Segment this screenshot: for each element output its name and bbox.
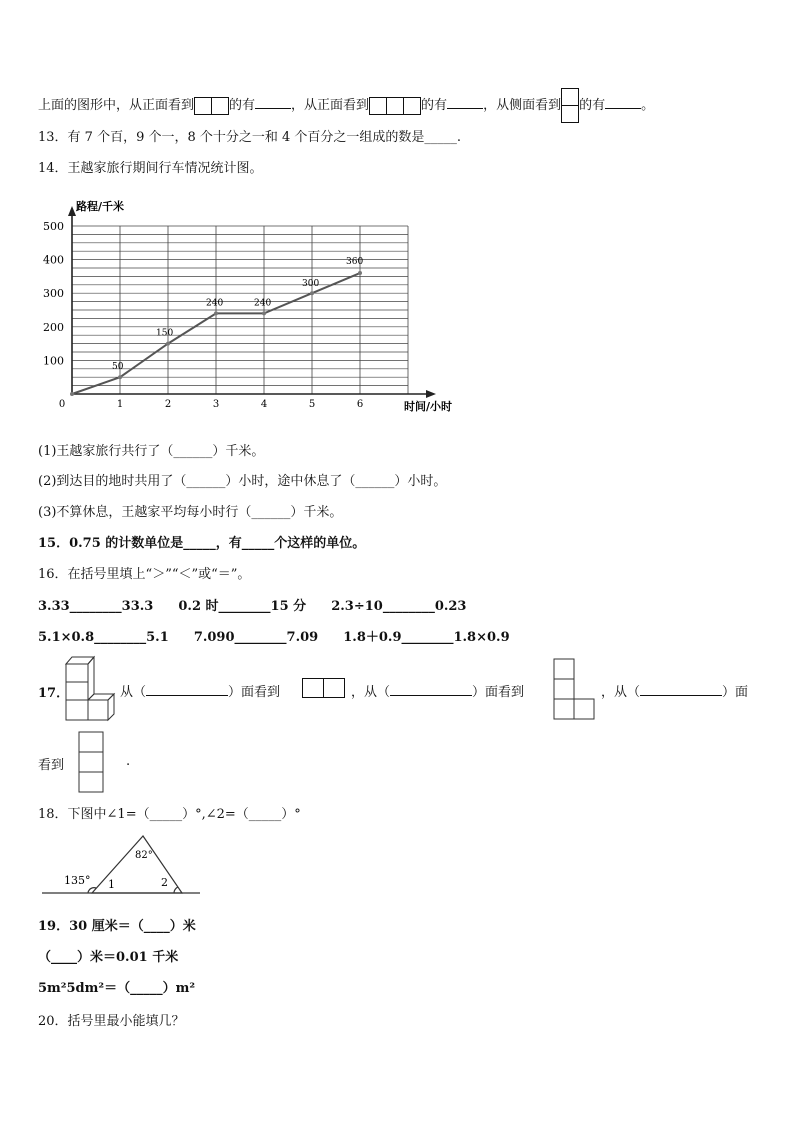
angle-1-label: 1 <box>108 878 115 891</box>
angle-exterior-label: 135° <box>64 874 91 887</box>
front-view-two-squares <box>194 97 229 115</box>
compare-row-1 <box>38 595 466 614</box>
data-point <box>358 271 362 275</box>
data-label: 150 <box>156 328 174 339</box>
compare-item: 5.1×0.8________5.1 <box>38 630 169 645</box>
triangle-angle-figure <box>40 830 200 898</box>
y-tick-label: 400 <box>43 253 64 267</box>
data-point <box>70 392 74 396</box>
angle-2-label: 2 <box>161 876 168 889</box>
x-tick-label: 6 <box>356 399 364 410</box>
x-axis-label: 时间/小时 <box>404 400 453 413</box>
x-tick-label: 3 <box>212 399 220 410</box>
view-vertical-three-squares <box>78 731 106 795</box>
y-tick-label: 300 <box>43 287 64 301</box>
q17-see2-text: 看到 <box>38 758 65 773</box>
y-tick-label: 500 <box>43 220 64 233</box>
q17-from-text: ，从（ <box>601 685 641 700</box>
x-tick-label: 2 <box>164 399 172 410</box>
compare-item: 3.33________33.3 <box>38 599 154 614</box>
data-point <box>310 291 314 295</box>
x-tick-label: 0 <box>58 399 66 410</box>
data-label: 50 <box>112 362 124 373</box>
view-l-shape-squares <box>553 658 597 720</box>
y-tick-label: 200 <box>43 320 64 334</box>
x-axis-arrow <box>426 390 436 398</box>
views-text-6: 的有 <box>579 98 606 113</box>
stacked-cubes-figure <box>64 654 116 724</box>
question-14: 14．王越家旅行期间行车情况统计图。 <box>38 161 263 176</box>
angle-top-label: 82° <box>135 850 153 861</box>
q17-see-text: ）面看到 <box>228 685 281 700</box>
x-tick-label: 1 <box>116 399 124 410</box>
compare-item: 1.8＋0.9________1.8×0.9 <box>343 630 510 645</box>
front-view-three-squares <box>369 97 421 115</box>
answer-blank[interactable] <box>255 96 291 109</box>
question-19-3: 5m²5dm²＝（_____）m² <box>38 981 196 996</box>
y-axis-label: 路程/千米 <box>76 200 125 213</box>
question-14-1: (1)王越家旅行共行了（______）千米。 <box>38 444 265 459</box>
views-text-4: 的有 <box>421 98 448 113</box>
question-17-part1 <box>120 681 280 700</box>
x-tick-label: 5 <box>308 399 316 410</box>
views-question-line <box>38 88 654 123</box>
data-point <box>262 311 266 315</box>
data-point <box>118 375 122 379</box>
question-17-part2 <box>351 681 524 700</box>
question-15: 15．0.75 的计数单位是_____，有_____个这样的单位。 <box>38 536 366 551</box>
data-label: 360 <box>346 257 364 268</box>
compare-item: 0.2 时________15 分 <box>178 599 307 614</box>
answer-blank[interactable] <box>390 683 472 696</box>
chart-ticks <box>43 220 363 410</box>
side-view-two-squares <box>561 88 579 123</box>
views-text-1: 上面的图形中，从正面看到 <box>38 98 195 113</box>
views-text-2: 的有 <box>229 98 256 113</box>
question-19-1: 19．30 厘米＝（____）米 <box>38 919 196 934</box>
answer-blank[interactable] <box>146 683 228 696</box>
views-text-7: 。 <box>641 98 655 113</box>
compare-item: 7.090________7.09 <box>193 630 319 645</box>
compare-item: 2.3÷10________0.23 <box>331 599 467 614</box>
question-18: 18．下图中∠1=（_____）°,∠2=（_____）° <box>38 807 301 822</box>
data-label: 240 <box>206 298 224 309</box>
q17-period: . <box>126 754 131 769</box>
view-two-horizontal-squares <box>302 678 345 698</box>
data-point <box>166 342 170 346</box>
question-17-part3 <box>601 681 748 700</box>
q17-see-text: ）面看到 <box>472 685 525 700</box>
q17-from-text: 从（ <box>120 685 147 700</box>
q17-close-text: ）面 <box>722 685 749 700</box>
travel-distance-line-chart <box>30 196 470 416</box>
answer-blank[interactable] <box>640 683 722 696</box>
x-tick-label: 4 <box>260 399 268 410</box>
answer-blank[interactable] <box>447 96 483 109</box>
question-14-3: (3)不算休息，王越家平均每小时行（______）千米。 <box>38 505 343 520</box>
data-label: 300 <box>302 279 320 290</box>
y-axis-arrow <box>68 206 76 216</box>
question-16: 16．在括号里填上“＞”“＜”或“＝”。 <box>38 567 251 582</box>
question-14-2: (2)到达目的地时共用了（______）小时，途中休息了（______）小时。 <box>38 474 447 489</box>
question-20: 20．括号里最小能填几？ <box>38 1014 185 1029</box>
q17-from-text: ，从（ <box>351 685 391 700</box>
data-point <box>214 311 218 315</box>
views-text-5: ，从侧面看到 <box>483 98 562 113</box>
answer-blank[interactable] <box>605 96 641 109</box>
views-text-3: ，从正面看到 <box>291 98 370 113</box>
y-tick-label: 100 <box>43 354 64 368</box>
data-label: 240 <box>254 298 272 309</box>
question-17-number: 17． <box>38 686 70 701</box>
question-19-2: （____）米＝0.01 千米 <box>38 950 179 965</box>
question-13: 13．有 7 个百，9 个一，8 个十分之一和 4 个百分之一组成的数是_____. <box>38 130 462 145</box>
compare-row-2 <box>38 626 510 645</box>
